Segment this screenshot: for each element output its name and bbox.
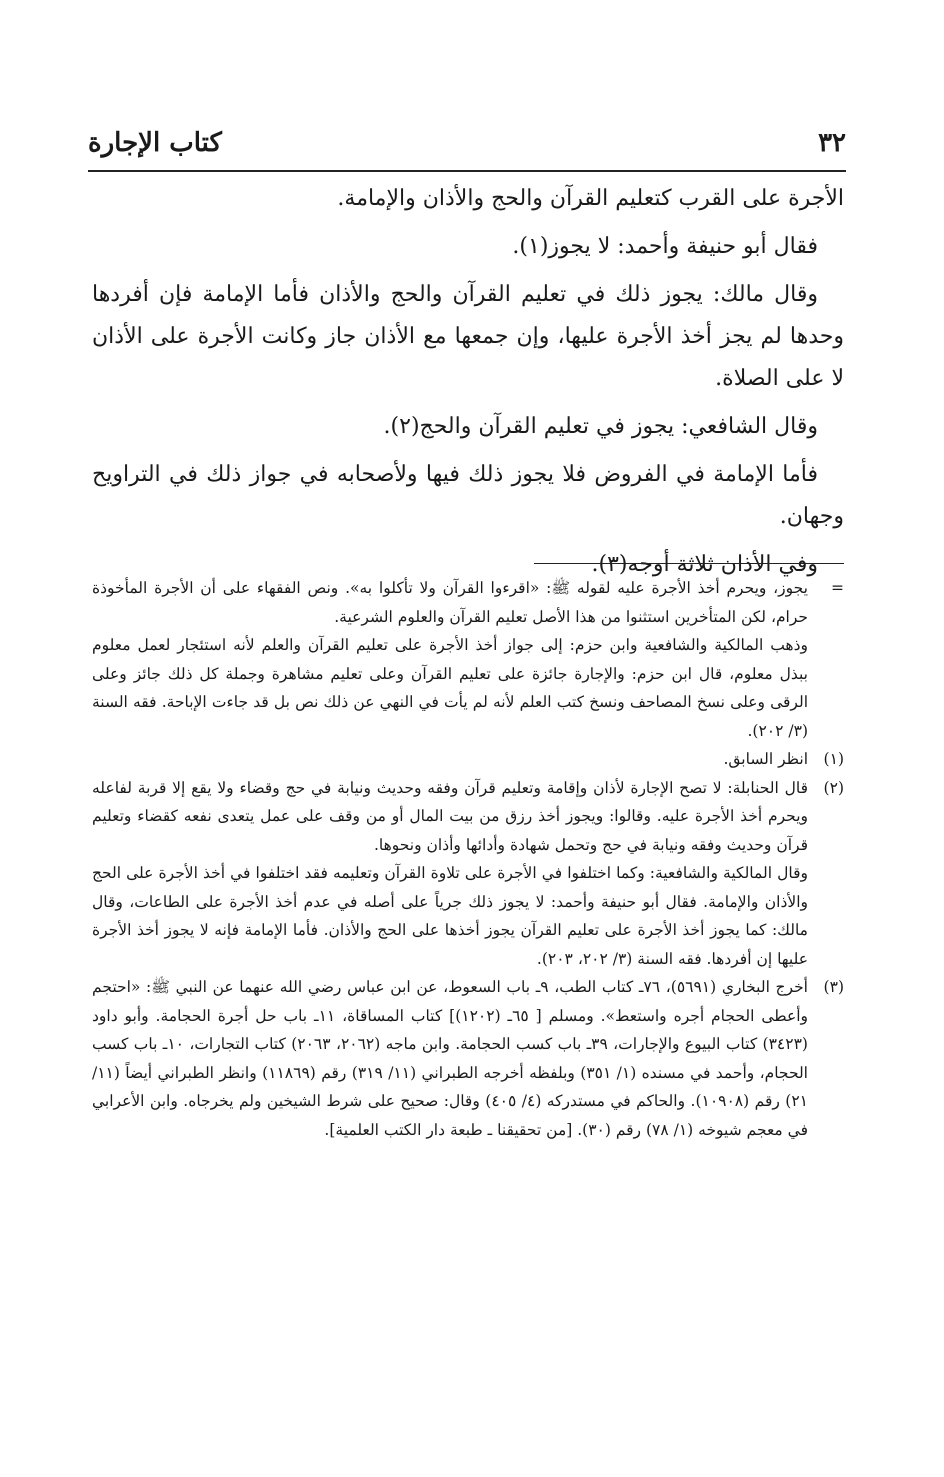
- body-paragraph: الأجرة على القرب كتعليم القرآن والحج والأذان والإمامة.: [337, 186, 844, 211]
- body-paragraph: وقال مالك: يجوز ذلك في تعليم القرآن والحج والأذان فأما الإمامة فإن أفردها وحدها لم يجز أخذ الأجرة عليها، وإن جمعها مع الأذان جاز وكانت الأجرة على الأذان لا على الصلاة.: [92, 282, 844, 391]
- footnote-3: [92, 973, 844, 1144]
- footnote-paragraph: انظر السابق.: [723, 750, 808, 768]
- footnote-continued: [92, 574, 844, 745]
- footnote-paragraph: وذهب المالكية والشافعية وابن حزم: إلى جواز أخذ الأجرة على تعليم القرآن والعلم لأنه استئجار لعمل معلوم ببذل معلوم، قال ابن حزم: والإجارة جائزة على تعليم القرآن وعلى تعليم مشاهرة وجملة كل ذلك جائز وعلى الرقى وعلى نسخ المصاحف ونسخ كتب العلم لأنه لم يأت في النهي عن ذلك نص بل قد جاءت الإباحة. فقه السنة (٣/ ٢٠٢).: [92, 636, 808, 740]
- footnote-paragraph: يجوز، ويحرم أخذ الأجرة عليه لقوله ﷺ: «اقرءوا القرآن ولا تأكلوا به». ونص الفقهاء على أن الأجرة المأخوذة حرام، لكن المتأخرين استثنوا من هذا الأصل تعليم القرآن والعلوم الشرعية.: [92, 579, 808, 626]
- footnotes: [92, 574, 844, 1144]
- footnote-paragraph: أخرج البخاري (٥٦٩١)، ٧٦ـ كتاب الطب، ٩ـ باب السعوط، عن ابن عباس رضي الله عنهما عن النبي ﷺ: «احتجم وأعطى الحجام أجره واستعط». ومسلم [ ٦٥ـ (١٢٠٢)] كتاب المساقاة، ١١ـ باب حل أجرة الحجامة. وأبو داود (٣٤٢٣) كتاب البيوع والإجارات، ٣٩ـ باب كسب الحجامة. وابن ماجه (٢٠٦٢، ٢٠٦٣) كتاب التجارات، ١٠ـ باب كسب الحجام، وأحمد في مسنده (١/ ٣٥١) وبلفظه أخرجه الطبراني (١١/ ٣١٩) رقم (١١٨٦٩) وانظر الطبراني أيضاً (١١/ ٢١) رقم (١٠٩٠٨). والحاكم في مستدركه (٤/ ٤٠٥) وقال: صحيح على شرط الشيخين ولم يخرجاه. وابن الأعرابي في معجم شيوخه (١/ ٧٨) رقم (٣٠). [من تحقيقنا ـ طبعة دار الكتب العلمية].: [92, 978, 809, 1139]
- page-number: ٣٢: [818, 128, 846, 158]
- running-title: كتاب الإجارة: [88, 128, 222, 158]
- footnote-mark: (٢): [823, 778, 844, 797]
- body-paragraph: فأما الإمامة في الفروض فلا يجوز ذلك فيها ولأصحابه في جواز ذلك في التراويح وجهان.: [92, 462, 844, 529]
- footnote-separator: [534, 563, 844, 564]
- main-text: [92, 178, 844, 592]
- footnote-paragraph: وقال المالكية والشافعية: وكما اختلفوا في الأجرة على تلاوة القرآن وتعليمه فقد اختلفوا في أخذ الأجرة على الحج والأذان والإمامة. فقال أبو حنيفة وأحمد: لا يجوز ذلك جرياً على أصله في عدم أخذ الأجرة على الطاعات، وقال مالك: كما يجوز أخذ الأجرة على تعليم القرآن يجوز أخذها على الحج والأذان. فأما الإمامة فإنه لا يجوز أخذ الأجرة عليها إن أفردها. فقه السنة (٣/ ٢٠٢، ٢٠٣).: [92, 864, 808, 968]
- body-paragraph: وقال الشافعي: يجوز في تعليم القرآن والحج(٢).: [383, 414, 818, 439]
- footnote-mark: =: [831, 579, 844, 597]
- footnote-1: [92, 745, 844, 774]
- page-header: [88, 124, 846, 172]
- footnote-mark: (٣): [823, 978, 844, 996]
- body-paragraph: فقال أبو حنيفة وأحمد: لا يجوز(١).: [512, 234, 818, 259]
- body-paragraph: وفي الأذان ثلاثة أوجه(٣).: [591, 552, 818, 577]
- footnote-paragraph: قال الحنابلة: لا تصح الإجارة لأذان وإقامة وتعليم قرآن وفقه وحديث ونيابة في حج وقضاء ولا يقع إلا قربة لفاعله ويحرم أخذ الأجرة عليه. وقالوا: ويجوز أخذ رزق من بيت المال أو من وقف على عمل يتعدى نفعه كقضاء وتعليم قرآن وحديث وفقه ونيابة في حج وتحمل شهادة وأدائها وأذان ونحوها.: [92, 778, 808, 854]
- footnote-2: [92, 774, 844, 974]
- footnote-mark: (١): [823, 750, 844, 768]
